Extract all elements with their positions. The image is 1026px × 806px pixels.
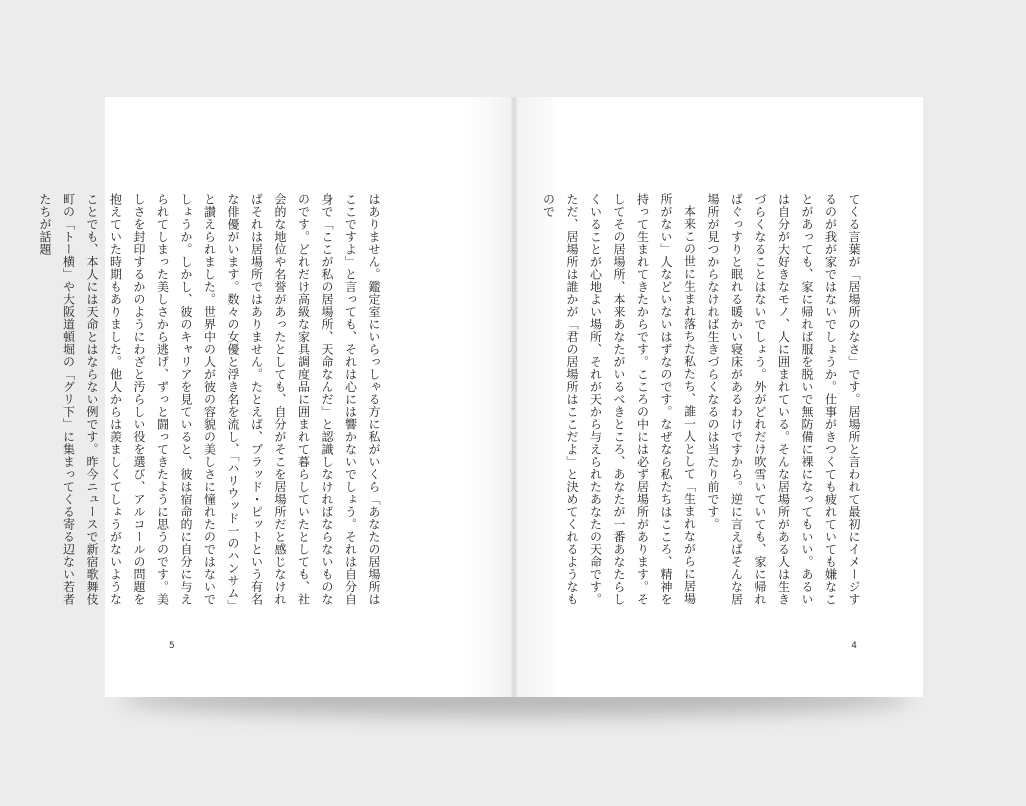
right-page-body [541, 193, 865, 613]
left-paragraph-1: はありません。鑑定室にいらっしゃる方に私がいくら「あなたの居場所はここですよ」と言っても、それは心には響かないでしょう。それは自分自身で「ここが私の居場所、天命なんだ」と認識しなければならないものなのです。どれだけ高級な家具調度品に囲まれて暮らしていたとしても、社会的な地位や名誉があったとしても、自分がそこを居場所だと感じなければそれは居場所ではありません。たとえば、ブラッド・ピットという有名な俳優がいます。数々の女優と浮き名を流し、「ハリウッド一のハンサム」と讃えられました。世界中の人が彼の容貌の美しさに憧れたのではないでしょうか。しかし、彼のキャリアを見ていると、彼は宿命的に自分に与えられてしまった美しさから逃げ、ずっと闘ってきたように思うのです。美しさを封印するかのようにわざと汚らしい役を選び、アルコールの問題を抱えていた時期もありました。他人からは羨ましくてしょうがないようなことでも、本人には天命とはならない例です。昨今ニュースで新宿歌舞伎町の「トー横」や大阪道頓堀の「グリ下」に集まってくる寄る辺ない若者たちが話題 [38, 193, 381, 612]
left-page [38, 97, 514, 697]
right-paragraph-2: 本来この世に生まれ落ちた私たち、誰一人として「生まれながらに居場所がない」人などいないはずなのです。なぜなら私たちはこころ、精神を持って生まれてきたからです。こころの中には必ず居場所があります。そしてその居場所、本来あなたがいるべきところ、あなたが一番あなたらしくいることが心地よい場所、それが天から与えられたあなたの天命です。 [588, 193, 697, 606]
book-gutter [510, 97, 518, 697]
book-spread [38, 97, 923, 697]
left-page-number: 5 [169, 641, 175, 651]
right-paragraph-1: てくる言葉が「居場所のなさ」です。居場所と言われて最初にイメージするのが我が家ではないでしょうか。仕事がきつくても疲れていても嫌なことがあっても、家に帰れば服を脱いで無防備に裸になってもいい。あるいは自分が大好きなモノ、人に囲まれている。そんな居場所がある人は生きづらくなることはないでしょう。外がどれだけ吹雪いていても、家に帰ればぐっすりと眠れる暖かい寝床があるわけですから。逆に言えばそんな居場所が見つからなければ生きづらくなるのは当たり前です。 [706, 193, 861, 606]
right-paragraph-3: ただ、居場所は誰かが「君の居場所はここだよ」と決めてくれるようなもので [541, 193, 579, 606]
right-page [514, 97, 923, 697]
right-page-number: 4 [851, 641, 857, 651]
left-page-body [38, 193, 385, 613]
